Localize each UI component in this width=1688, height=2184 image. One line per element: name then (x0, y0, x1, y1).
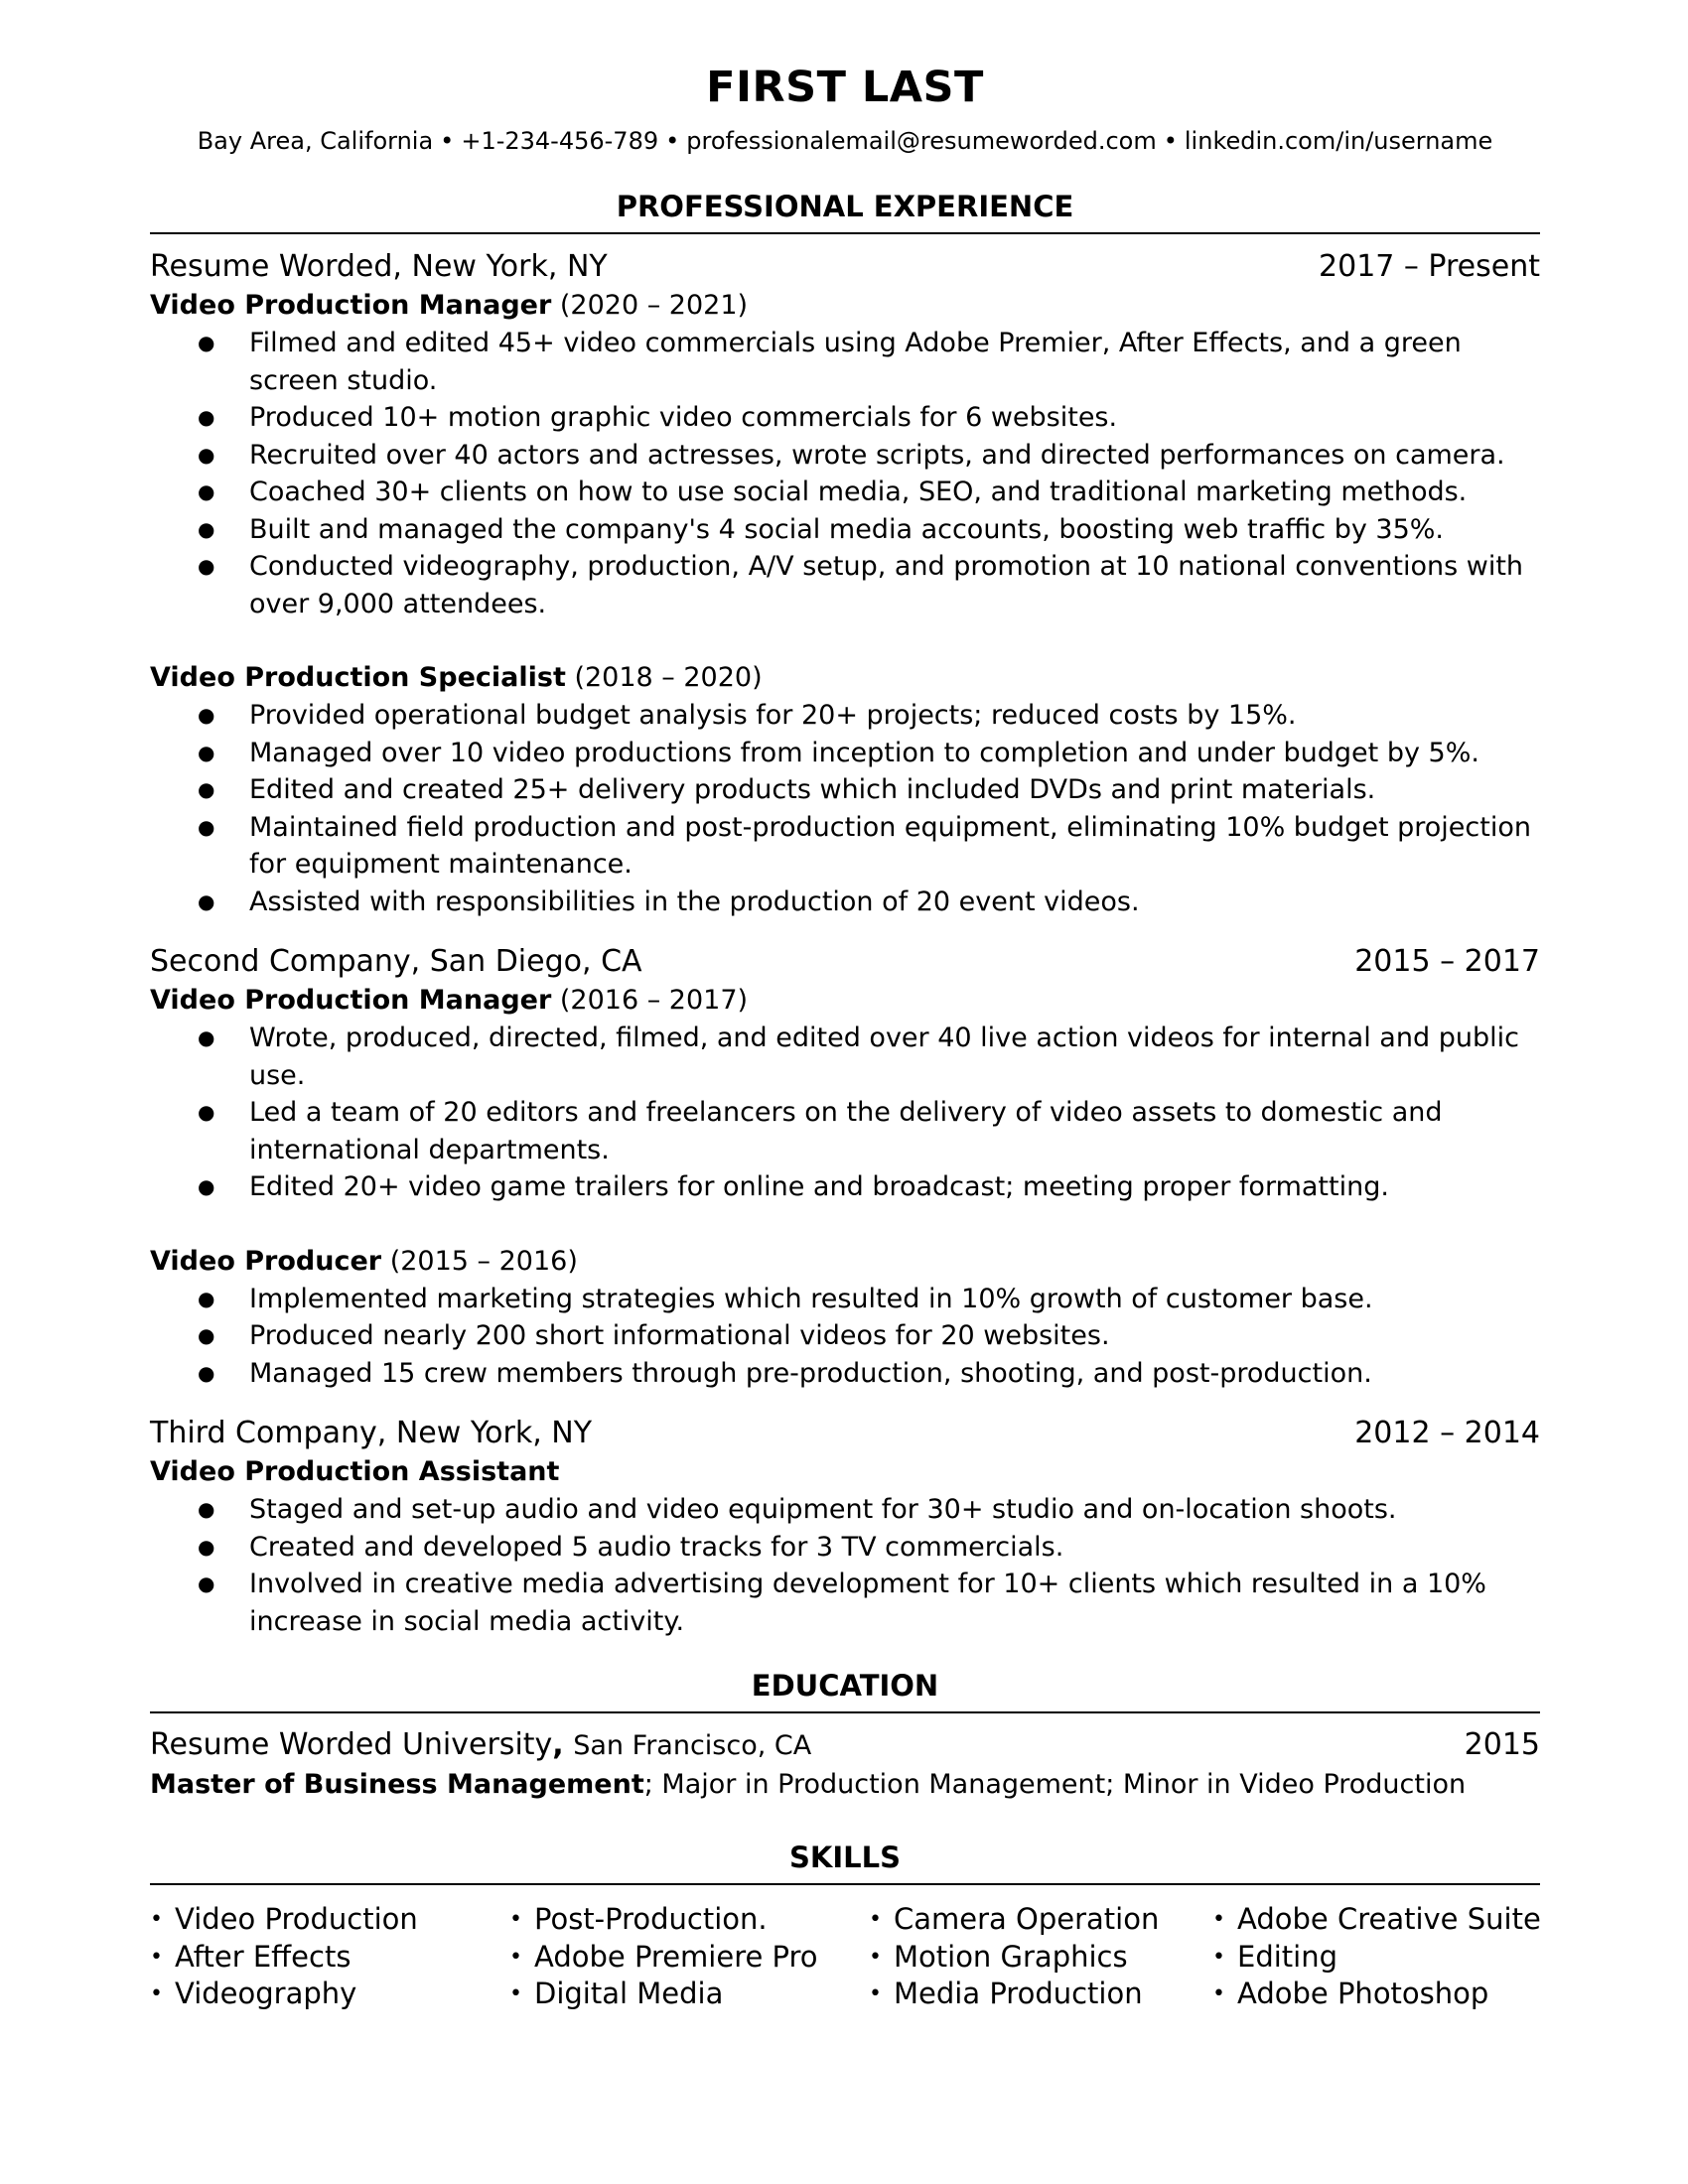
bullet-dot-icon: ● (198, 1497, 215, 1521)
bullet-item (150, 1020, 1540, 1094)
bullet-item (150, 437, 1540, 475)
bullet-text: Coached 30+ clients on how to use social media, SEO, and traditional marketing methods. (249, 477, 1468, 507)
skills-section (150, 1840, 1540, 2013)
role-dates: (2018 – 2020) (574, 662, 763, 693)
skill-item (1212, 1939, 1540, 1977)
role-line (150, 659, 1540, 697)
bullet-text: Produced 10+ motion graphic video commercials for 6 websites. (249, 402, 1118, 433)
experience-section (150, 189, 1540, 1640)
bullet-item (150, 771, 1540, 809)
bullet-item (150, 697, 1540, 735)
bullet-dot-icon: ● (198, 888, 215, 913)
bullet-text: Edited and created 25+ delivery products which included DVDs and print materials. (249, 774, 1376, 805)
skill-label: Video Production (175, 1902, 418, 1936)
skill-bullet-icon: • (1212, 1981, 1225, 2006)
contact-separator: • (1163, 127, 1178, 155)
role-dates: (2020 – 2021) (559, 290, 749, 321)
skill-bullet-icon: • (509, 1944, 522, 1970)
bullet-item (150, 1529, 1540, 1567)
bullet-dot-icon: ● (198, 1571, 215, 1595)
skill-item (1212, 1901, 1540, 1939)
bullet-dot-icon: ● (198, 516, 215, 541)
skill-item (869, 1901, 1212, 1939)
bullet-item (150, 884, 1540, 921)
bullet-text: Recruited over 40 actors and actresses, wrote scripts, and directed performances on camera. (249, 439, 1505, 471)
bullet-item (150, 474, 1540, 511)
resume-page (150, 58, 1540, 2013)
bullet-list (150, 1491, 1540, 1640)
company-block (150, 247, 1540, 920)
experience-section-title: PROFESSIONAL EXPERIENCE (150, 189, 1540, 234)
role-block (150, 1243, 1540, 1393)
bullet-item (150, 1317, 1540, 1355)
bullet-dot-icon: ● (198, 777, 215, 801)
bullet-item (150, 1168, 1540, 1206)
bullet-text: Provided operational budget analysis for 20+ projects; reduced costs by 15%. (249, 700, 1297, 731)
candidate-name: FIRST LAST (706, 63, 984, 112)
skill-label: Adobe Premiere Pro (534, 1939, 818, 1974)
skill-item (869, 1976, 1212, 2013)
role-block (150, 287, 1540, 622)
contact-email[interactable]: professionalemail@resumeworded.com (686, 127, 1157, 155)
role-line (150, 1453, 1540, 1491)
bullet-item (150, 1094, 1540, 1168)
role-block (150, 982, 1540, 1206)
bullet-dot-icon: ● (198, 703, 215, 727)
bullet-dot-icon: ● (198, 554, 215, 578)
company-block (150, 942, 1540, 1392)
bullet-text: Edited 20+ video game trailers for online and broadcast; meeting proper formatting. (249, 1171, 1389, 1202)
skill-label: Adobe Creative Suite (1237, 1902, 1541, 1936)
education-year: 2015 (1464, 1727, 1540, 1762)
bullet-item (150, 548, 1540, 622)
company-row (150, 247, 1540, 287)
contact-phone: +1-234-456-789 (461, 127, 659, 155)
skill-bullet-icon: • (150, 1907, 163, 1932)
skill-item (509, 1901, 869, 1939)
skill-bullet-icon: • (869, 1944, 882, 1970)
resume-header (150, 58, 1540, 157)
skill-label: Adobe Photoshop (1237, 1977, 1489, 2010)
bullet-dot-icon: ● (198, 442, 215, 467)
contact-separator: • (665, 127, 680, 155)
education-section (150, 1668, 1540, 1804)
bullet-text: Created and developed 5 audio tracks for 3 TV commercials. (249, 1531, 1064, 1563)
education-details: ; Major in Production Management; Minor in Video Production (643, 1769, 1467, 1800)
contact-line (150, 125, 1540, 157)
skills-section-title: SKILLS (150, 1840, 1540, 1885)
company-row (150, 1414, 1540, 1453)
bullet-dot-icon: ● (198, 1174, 215, 1198)
role-line (150, 982, 1540, 1020)
skill-label: Motion Graphics (894, 1939, 1128, 1974)
education-row (150, 1725, 1540, 1766)
skill-item (509, 1939, 869, 1977)
bullet-dot-icon: ● (198, 814, 215, 839)
role-title: Video Production Manager (150, 290, 552, 321)
company-dates: 2012 – 2014 (1354, 1416, 1540, 1450)
role-title: Video Production Specialist (150, 662, 566, 693)
skill-item (150, 1939, 509, 1977)
company-name: Resume Worded, New York, NY (150, 249, 608, 284)
role-title: Video Producer (150, 1245, 382, 1277)
company-name: Second Company, San Diego, CA (150, 944, 642, 979)
bullet-dot-icon: ● (198, 1025, 215, 1049)
role-title: Video Production Manager (150, 985, 552, 1016)
contact-separator: • (440, 127, 455, 155)
bullet-dot-icon: ● (198, 1100, 215, 1124)
bullet-item (150, 1355, 1540, 1393)
bullet-item (150, 1281, 1540, 1318)
bullet-list (150, 325, 1540, 622)
skill-bullet-icon: • (509, 1981, 522, 2006)
skill-bullet-icon: • (509, 1907, 522, 1932)
bullet-item (150, 735, 1540, 772)
bullet-text: Assisted with responsibilities in the production of 20 event videos. (249, 886, 1140, 917)
company-name: Third Company, New York, NY (150, 1416, 593, 1450)
bullet-dot-icon: ● (198, 1534, 215, 1559)
bullet-item (150, 399, 1540, 437)
bullet-dot-icon: ● (198, 1323, 215, 1347)
skill-item (869, 1939, 1212, 1977)
skill-item (150, 1901, 509, 1939)
bullet-text: Built and managed the company's 4 social media accounts, boosting web traffic by 35%. (249, 513, 1445, 545)
bullet-text: Managed 15 crew members through pre-production, shooting, and post-production. (249, 1357, 1372, 1389)
role-line (150, 287, 1540, 325)
skill-item (1212, 1976, 1540, 2013)
education-location: San Francisco, CA (573, 1730, 812, 1761)
bullet-text: Managed over 10 video productions from inception to completion and under budget by 5%. (249, 737, 1479, 768)
bullet-text: Led a team of 20 editors and freelancers on the delivery of video assets to domestic and international departments. (249, 1097, 1443, 1165)
skill-bullet-icon: • (150, 1981, 163, 2006)
role-title: Video Production Assistant (150, 1456, 560, 1487)
skills-grid (150, 1901, 1540, 2013)
role-dates: (2015 – 2016) (389, 1245, 578, 1277)
bullet-item (150, 809, 1540, 884)
bullet-text: Conducted videography, production, A/V setup, and promotion at 10 national conventions with over 9,000 attendees. (249, 551, 1524, 619)
bullet-list (150, 1281, 1540, 1393)
education-section-title: EDUCATION (150, 1668, 1540, 1713)
bullet-item (150, 1491, 1540, 1529)
role-dates: (2016 – 2017) (559, 985, 749, 1016)
skill-label: Videography (175, 1977, 357, 2010)
role-block (150, 659, 1540, 920)
skill-label: Media Production (894, 1977, 1143, 2010)
contact-location: Bay Area, California (197, 127, 434, 155)
bullet-text: Staged and set-up audio and video equipment for 30+ studio and on-location shoots. (249, 1494, 1397, 1525)
education-school-line (150, 1725, 811, 1766)
bullet-item (150, 1566, 1540, 1640)
bullet-dot-icon: ● (198, 1286, 215, 1310)
skill-item (509, 1976, 869, 2013)
skill-label: Post-Production. (534, 1902, 768, 1936)
role-block (150, 1453, 1540, 1640)
company-row (150, 942, 1540, 982)
bullet-dot-icon: ● (198, 405, 215, 429)
bullet-text: Wrote, produced, directed, filmed, and edited over 40 live action videos for internal and public use. (249, 1023, 1519, 1091)
company-dates: 2015 – 2017 (1354, 944, 1540, 979)
bullet-text: Maintained field production and post-production equipment, eliminating 10% budget projection for equipment maintenance. (249, 811, 1531, 880)
bullet-text: Produced nearly 200 short informational videos for 20 websites. (249, 1320, 1110, 1351)
experience-list (150, 247, 1540, 1640)
contact-linkedin[interactable]: linkedin.com/in/username (1184, 127, 1493, 155)
skill-bullet-icon: • (869, 1981, 882, 2006)
bullet-dot-icon: ● (198, 1360, 215, 1385)
skill-bullet-icon: • (1212, 1907, 1225, 1932)
bullet-text: Implemented marketing strategies which resulted in 10% growth of customer base. (249, 1283, 1373, 1314)
education-comma: , (552, 1727, 564, 1762)
company-block (150, 1414, 1540, 1640)
bullet-item (150, 325, 1540, 399)
skill-label: Camera Operation (894, 1902, 1160, 1936)
bullet-text: Filmed and edited 45+ video commercials using Adobe Premier, After Effects, and a green screen studio. (249, 328, 1462, 396)
bullet-text: Involved in creative media advertising development for 10+ clients which resulted in a 10% increase in social media activity. (249, 1569, 1486, 1637)
bullet-list (150, 697, 1540, 920)
role-line (150, 1243, 1540, 1281)
bullet-item (150, 511, 1540, 549)
education-school: Resume Worded University (150, 1727, 553, 1762)
bullet-dot-icon: ● (198, 331, 215, 354)
skill-label: After Effects (175, 1939, 352, 1974)
company-dates: 2017 – Present (1319, 249, 1540, 284)
skill-label: Editing (1237, 1939, 1338, 1974)
bullet-dot-icon: ● (198, 479, 215, 503)
bullet-dot-icon: ● (198, 740, 215, 764)
education-degree: Master of Business Management (150, 1769, 644, 1800)
skill-bullet-icon: • (150, 1944, 163, 1970)
skill-bullet-icon: • (869, 1907, 882, 1932)
skill-label: Digital Media (534, 1977, 724, 2010)
bullet-list (150, 1020, 1540, 1206)
skill-item (150, 1976, 509, 2013)
skill-bullet-icon: • (1212, 1944, 1225, 1970)
education-degree-line (150, 1766, 1540, 1804)
